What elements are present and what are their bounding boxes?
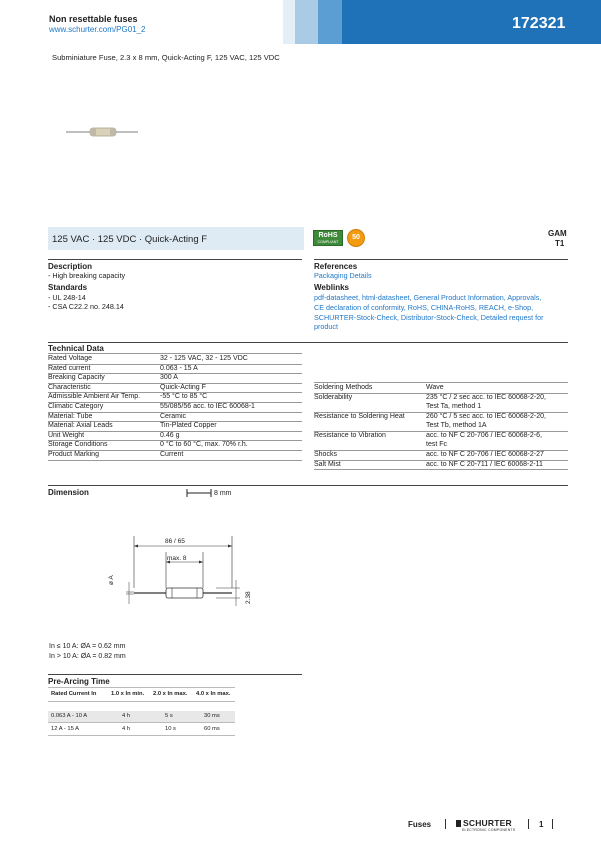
description-item: - High breaking capacity: [48, 271, 126, 280]
prearcing-cell: 12 A - 15 A: [51, 726, 80, 732]
prearcing-heading: Pre-Arcing Time: [48, 677, 110, 686]
gam-label: GAM: [548, 229, 567, 238]
t1-label: T1: [555, 239, 565, 248]
part-number: 172321: [512, 15, 566, 32]
prearcing-col-header: 2.0 x In max.: [153, 691, 188, 697]
prearcing-cell: 30 ms: [204, 713, 220, 719]
weblinks-heading: Weblinks: [314, 283, 349, 292]
packaging-details-link[interactable]: Packaging Details: [314, 271, 372, 280]
prearcing-cell: 0.063 A - 10 A: [51, 713, 88, 719]
category-title: Non resettable fuses: [49, 14, 138, 24]
header-url[interactable]: www.schurter.com/PG01_2: [49, 25, 146, 34]
page-subtitle: Subminiature Fuse, 2.3 x 8 mm, Quick-Acting F, 125 VAC, 125 VDC: [52, 53, 280, 62]
dim-total-label: 86 / 65: [165, 538, 185, 545]
standards-heading: Standards: [48, 283, 88, 292]
prearcing-col-header: 1.0 x In min.: [111, 691, 145, 697]
rohs-badge: RoHS COMPLIANT: [313, 230, 343, 246]
scale-bar-icon: [186, 488, 212, 498]
rating-banner-text: 125 VAC · 125 VDC · Quick-Acting F: [52, 234, 208, 245]
dim-max-label: max. 8: [167, 555, 187, 562]
prearcing-cell: 4 h: [122, 713, 131, 719]
dim-note: In ≤ 10 A: ØA = 0.62 mm: [49, 643, 126, 650]
footer-section: Fuses: [408, 820, 432, 829]
standard-item: - UL 248-14: [48, 293, 86, 302]
prearcing-cell: 5 s: [165, 713, 173, 719]
standard-item: - CSA C22.2 no. 248.14: [48, 302, 124, 311]
technical-heading: Technical Data: [48, 344, 104, 353]
dim-dia-label: ø A: [108, 575, 115, 585]
schurter-logo: SCHURTER ELECTRONIC COMPONENTS: [456, 818, 522, 834]
scale-label: 8 mm: [214, 490, 232, 497]
prearcing-col-header: 4.0 x In max.: [196, 691, 231, 697]
years-badge: 50: [347, 229, 365, 247]
fuse-product-image: [66, 124, 138, 140]
dimension-heading: Dimension: [48, 488, 89, 497]
references-heading: References: [314, 262, 358, 271]
prearcing-cell: 60 ms: [204, 726, 220, 732]
prearcing-col-header: Rated Current In: [51, 691, 97, 697]
dim-height-label: 2.38: [245, 591, 252, 604]
dim-note: In > 10 A: ØA = 0.82 mm: [49, 653, 126, 660]
description-heading: Description: [48, 262, 93, 271]
page-number: 1: [539, 820, 544, 829]
prearcing-cell: 10 s: [165, 726, 176, 732]
weblinks-list[interactable]: pdf-datasheet, html-datasheet, General Product Information, Approvals, CE declaration of conformity, RoHS, CHINA-RoHS, REACH, e-Shop, SCHURTER-Stock-Check, Distributor-Stock-Check, Detailed request for product: [314, 293, 544, 332]
prearcing-cell: 4 h: [122, 726, 131, 732]
